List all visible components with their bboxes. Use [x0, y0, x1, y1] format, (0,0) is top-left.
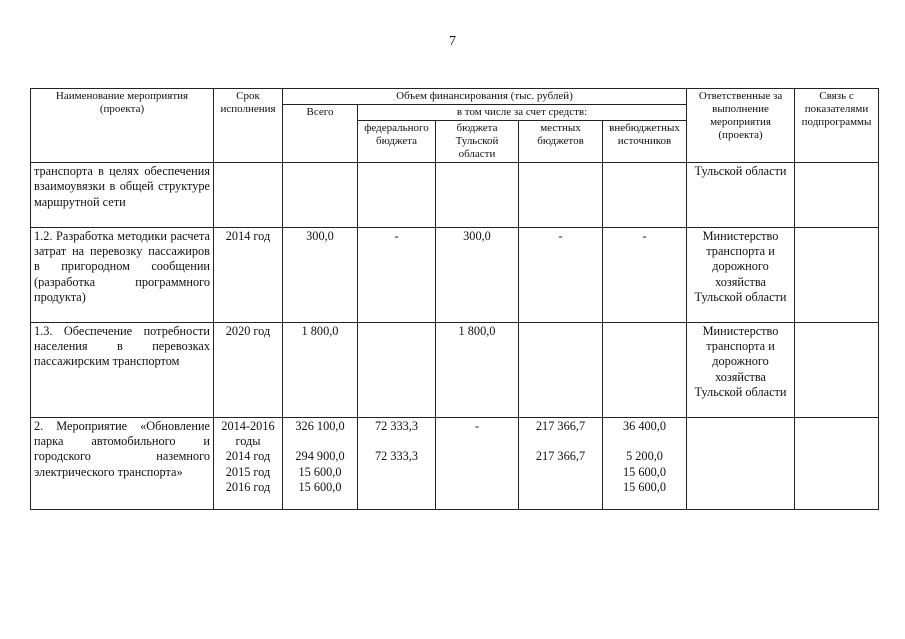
cell-federal-line: 72 333,3 — [374, 449, 419, 464]
table-row — [31, 227, 879, 322]
cell-local-line — [522, 179, 599, 194]
cell-extrabudget — [603, 163, 687, 228]
header-regional: бюджета Тульской области — [436, 121, 519, 163]
cell-term-line: 2014-2016 — [221, 418, 275, 433]
cell-link — [795, 163, 879, 228]
cell-regional — [436, 227, 519, 322]
cell-name: 2. Мероприятие «Обновление парка автомобильного и городского наземного электрического транспорта» — [31, 417, 214, 509]
header-total: Всего — [283, 105, 358, 163]
cell-local-line — [522, 164, 599, 179]
table-row — [31, 322, 879, 417]
cell-term-line — [217, 210, 279, 225]
table-row — [31, 417, 879, 509]
cell-federal — [358, 227, 436, 322]
cell-federal-line — [361, 210, 432, 225]
cell-term-line — [217, 164, 279, 179]
cell-regional — [436, 163, 519, 228]
cell-extrabudget-line — [606, 434, 683, 449]
cell-local-line — [522, 465, 599, 480]
cell-local-line: - — [558, 228, 563, 243]
cell-total-line — [286, 179, 354, 194]
header-federal: федерального бюджета — [358, 121, 436, 163]
cell-federal — [358, 163, 436, 228]
cell-extrabudget-line — [606, 324, 683, 339]
cell-extrabudget-line — [606, 195, 683, 210]
cell-federal — [358, 322, 436, 417]
cell-regional-line — [439, 480, 515, 495]
cell-total-line — [286, 434, 354, 449]
table-body — [31, 163, 879, 510]
cell-local — [519, 227, 603, 322]
header-link: Связь с показателями подпрограммы — [795, 89, 879, 163]
cell-name: 1.3. Обеспечение потребности населения в перевозках пассажирским транспортом — [31, 322, 214, 417]
cell-regional-line: 300,0 — [463, 228, 491, 243]
cell-total — [283, 322, 358, 417]
cell-total-line: 1 800,0 — [301, 323, 339, 338]
cell-term-line: 2015 год — [225, 464, 271, 479]
cell-regional-line — [439, 465, 515, 480]
cell-local-line — [522, 195, 599, 210]
cell-term-line — [217, 195, 279, 210]
cell-term-line: 2014 год — [225, 228, 271, 243]
cell-federal-line — [361, 179, 432, 194]
cell-term-line: 2014 год — [225, 449, 271, 464]
cell-federal-line: - — [394, 228, 399, 243]
cell-extrabudget-line — [606, 164, 683, 179]
cell-responsible: Тульской области — [687, 163, 795, 228]
cell-total-line — [286, 164, 354, 179]
cell-extrabudget-line — [606, 179, 683, 194]
cell-term-line: годы — [235, 433, 261, 448]
cell-term-line — [217, 179, 279, 194]
cell-link — [795, 322, 879, 417]
cell-local-line — [522, 324, 599, 339]
cell-federal-line — [361, 164, 432, 179]
cell-federal-line — [361, 465, 432, 480]
cell-link — [795, 227, 879, 322]
cell-extrabudget — [603, 417, 687, 509]
cell-regional-line — [439, 434, 515, 449]
cell-extrabudget-line: - — [642, 228, 647, 243]
cell-federal-line — [361, 324, 432, 339]
cell-federal — [358, 417, 436, 509]
cell-local-line — [522, 210, 599, 225]
header-name: Наименование мероприятия (проекта) — [31, 89, 214, 163]
cell-link — [795, 417, 879, 509]
funding-table — [30, 88, 879, 510]
cell-total-line: 15 600,0 — [298, 480, 342, 495]
header-incl: в том числе за счет средств: — [358, 105, 687, 121]
cell-regional-line — [439, 164, 515, 179]
cell-federal-line — [361, 434, 432, 449]
cell-local — [519, 322, 603, 417]
cell-federal-line — [361, 480, 432, 495]
cell-local-line — [522, 480, 599, 495]
cell-regional-line — [439, 210, 515, 225]
cell-total — [283, 227, 358, 322]
header-term: Срок исполнения — [214, 89, 283, 163]
cell-term — [214, 227, 283, 322]
cell-responsible — [687, 417, 795, 509]
cell-federal-line — [361, 195, 432, 210]
cell-name: транспорта в целях обеспечения взаимоувязки в общей структуре маршрутной сети — [31, 163, 214, 228]
cell-regional-line — [439, 179, 515, 194]
cell-regional — [436, 417, 519, 509]
cell-total-line: 294 900,0 — [295, 449, 345, 464]
cell-term-line: 2016 год — [225, 480, 271, 495]
header-funding: Объем финансирования (тыс. рублей) — [283, 89, 687, 105]
cell-term — [214, 163, 283, 228]
cell-extrabudget-line: 15 600,0 — [622, 464, 667, 479]
cell-local-line — [522, 434, 599, 449]
cell-total-line: 15 600,0 — [298, 464, 342, 479]
header-local: местных бюджетов — [519, 121, 603, 163]
cell-regional-line — [439, 449, 515, 464]
cell-term — [214, 322, 283, 417]
cell-total-line: 300,0 — [306, 228, 334, 243]
cell-local — [519, 417, 603, 509]
cell-extrabudget-line: 5 200,0 — [626, 449, 663, 464]
cell-name: 1.2. Разработка методики расчета затрат на перевозку пассажиров в пригородном сообщении (разработка программного продукта) — [31, 227, 214, 322]
cell-extrabudget-line: 36 400,0 — [622, 418, 667, 433]
cell-regional-line: - — [474, 418, 480, 433]
cell-regional-line — [439, 195, 515, 210]
cell-responsible: Министерство транспорта и дорожного хозяйства Тульской области — [687, 227, 795, 322]
cell-regional-line: 1 800,0 — [458, 323, 496, 338]
cell-local — [519, 163, 603, 228]
cell-total-line — [286, 195, 354, 210]
header-responsible: Ответственные за выполнение мероприятия (проекта) — [687, 89, 795, 163]
cell-total-line — [286, 210, 354, 225]
table-row — [31, 163, 879, 228]
page-number: 7 — [449, 34, 456, 49]
cell-extrabudget-line — [606, 210, 683, 225]
cell-extrabudget — [603, 322, 687, 417]
cell-total-line: 326 100,0 — [295, 418, 345, 433]
cell-responsible: Министерство транспорта и дорожного хозяйства Тульской области — [687, 322, 795, 417]
cell-extrabudget-line: 15 600,0 — [622, 480, 667, 495]
cell-regional — [436, 322, 519, 417]
cell-total — [283, 163, 358, 228]
cell-extrabudget — [603, 227, 687, 322]
cell-local-line: 217 366,7 — [535, 449, 586, 464]
cell-term-line: 2020 год — [225, 323, 271, 338]
cell-federal-line: 72 333,3 — [374, 418, 419, 433]
header-extrabudget: внебюджетных источников — [603, 121, 687, 163]
cell-total — [283, 417, 358, 509]
cell-local-line: 217 366,7 — [535, 418, 586, 433]
cell-term — [214, 417, 283, 509]
